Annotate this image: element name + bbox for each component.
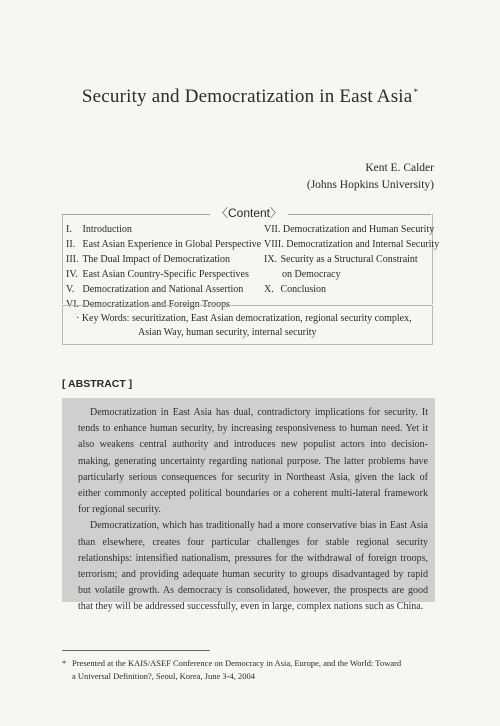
author-block	[307, 160, 434, 194]
toc-text: East Asian Experience in Global Perspective	[82, 239, 262, 250]
author-affiliation: (Johns Hopkins University)	[306, 179, 434, 191]
toc-item	[66, 237, 262, 252]
toc-text: Introduction	[82, 224, 132, 235]
toc-item	[66, 252, 258, 267]
toc-left-column	[66, 222, 262, 312]
toc-item	[264, 252, 434, 267]
toc-number: III.	[66, 254, 79, 265]
toc-number: X.	[264, 284, 274, 295]
abstract-paragraph: Democratization in East Asia has dual, contradictory implications for security. It tends to enhance human security, by increasing responsiveness to human need. Yet it also weakens central authority and introduces new populist actors into decision-making, generating uncertainty regarding national purpose. The latter problems have particularly serious consequences for security in Northeast Asia, given the lack of either commonly accepted political boundaries or a coherent multi-lateral framework for regional security.	[78, 407, 428, 516]
author-name: Kent E. Calder	[365, 162, 434, 174]
toc-number: IV.	[66, 269, 78, 280]
toc-item	[66, 222, 258, 237]
toc-number: VIII.	[264, 239, 284, 250]
toc-text: East Asian Country-Specific Perspectives	[82, 269, 249, 280]
toc-number: IX.	[264, 254, 278, 265]
keywords-line-1: · Key Words: securitization, East Asian democratization, regional security complex,	[76, 313, 412, 324]
toc-item	[66, 282, 258, 297]
toc-item-continuation	[264, 267, 434, 282]
footnote-line-1: Presented at the KAIS/ASEF Conference on Democracy in Asia, Europe, and the World: Toward	[72, 658, 402, 668]
toc-right-column	[264, 222, 440, 297]
keywords-line-2: Asian Way, human security, internal security	[138, 327, 317, 338]
footnote-symbol: *	[62, 658, 67, 668]
toc-text: The Dual Impact of Democratization	[82, 254, 231, 265]
toc-text: on Democracy	[282, 269, 341, 280]
toc-text: Democratization and National Assertion	[82, 284, 244, 295]
toc-text: Democratization and Foreign Troops	[82, 299, 230, 310]
abstract-label: [ ABSTRACT ]	[62, 378, 133, 390]
keywords	[76, 312, 428, 340]
title-text: Security and Democratization in East Asia	[81, 86, 413, 107]
toc-number: I.	[66, 224, 72, 235]
page-title	[0, 86, 500, 108]
toc-number: V.	[66, 284, 75, 295]
footnote-rule	[62, 650, 210, 651]
abstract-paragraph: Democratization, which has traditionally had a more conservative bias in East Asia than elsewhere, creates four particular challenges for stable regional security relationships: intensified nationalism, pressures for the withdrawal of foreign troops, terrorism; and providing adequate human security to groups disadvantaged by rapid but volatile growth. As democracy is consolidated, however, the prospects are good that they will be addressed successfully, even in large, complex nations such as China.	[78, 520, 428, 613]
toc-item	[264, 237, 440, 252]
toc-item	[264, 282, 434, 297]
toc-number: VII.	[264, 224, 281, 235]
toc-text: Security as a Structural Constraint	[280, 254, 418, 265]
footnote-line-2: a Universal Definition?, Seoul, Korea, June 3-4, 2004	[72, 671, 255, 681]
abstract-text	[78, 405, 428, 616]
toc-text: Democratization and Internal Security	[286, 239, 440, 250]
toc-number: II.	[66, 239, 76, 250]
title-footnote-mark: *	[413, 86, 419, 97]
contents-rule-left	[62, 214, 210, 215]
contents-rule-right	[288, 214, 431, 215]
footnote	[62, 657, 440, 683]
contents-heading: 〈Content〉	[212, 204, 286, 221]
toc-number: VI.	[66, 299, 80, 310]
toc-text: Democratization and Human Security	[282, 224, 435, 235]
toc-item	[66, 267, 258, 282]
toc-item	[264, 222, 434, 237]
toc-text: Conclusion	[280, 284, 327, 295]
